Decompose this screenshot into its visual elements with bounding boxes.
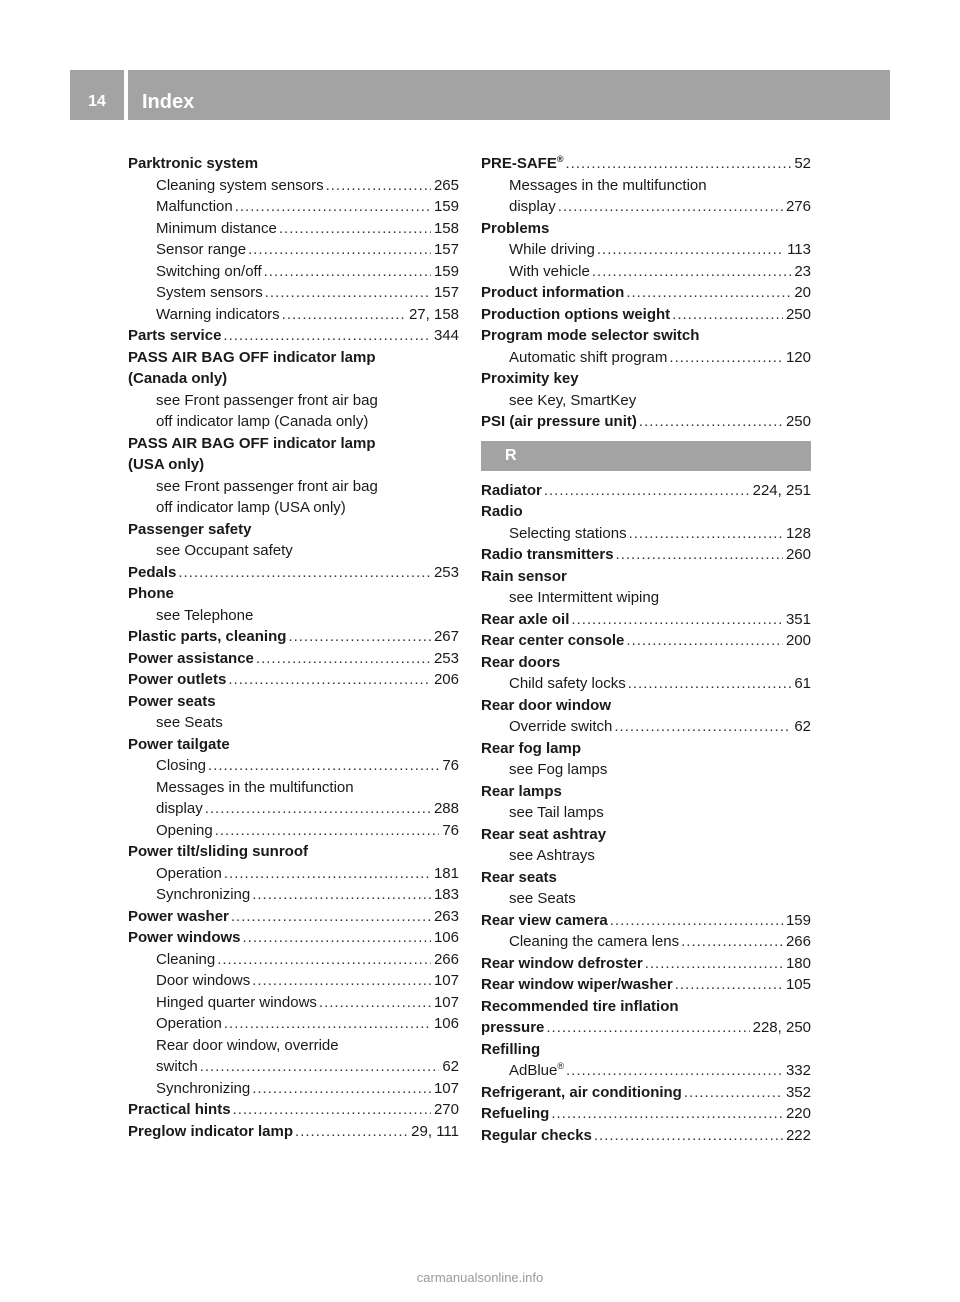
index-entry: PSI (air pressure unit) ..... 250 xyxy=(481,411,811,433)
index-subentry: Opening ..... 76 xyxy=(128,820,459,842)
index-entry: Radiator ..... 224, 251 xyxy=(481,480,811,502)
index-subentry: Minimum distance ..... 158 xyxy=(128,218,459,240)
index-entry: Rear fog lamp xyxy=(481,739,582,757)
registered-mark: ® xyxy=(556,154,564,164)
index-entry: Rear seat ashtray xyxy=(481,825,607,843)
index-subentry: display ..... 288 xyxy=(128,798,459,820)
index-entry: Refrigerant, air conditioning ..... 352 xyxy=(481,1082,811,1104)
index-subentry: see Tail lamps xyxy=(509,804,604,821)
index-subentry: see Seats xyxy=(156,714,223,731)
index-entry: Rear seats xyxy=(481,868,557,886)
index-entry: Rear window wiper/washer ..... 105 xyxy=(481,974,811,996)
index-entry: Rear door window xyxy=(481,696,612,714)
index-entry: Radio transmitters ..... 260 xyxy=(481,544,811,566)
page-number: 14 xyxy=(88,93,106,110)
index-entry: Regular checks ..... 222 xyxy=(481,1125,811,1147)
index-subentry: see Intermittent wiping xyxy=(509,589,660,606)
index-entry: Production options weight ..... 250 xyxy=(481,304,811,326)
index-entry: Rear doors xyxy=(481,653,561,671)
index-subentry: Warning indicators ..... 27, 158 xyxy=(128,304,459,326)
index-subentry: Operation ..... 106 xyxy=(128,1013,459,1035)
index-entry: Power outlets ..... 206 xyxy=(128,669,459,691)
index-subentry: Cleaning the camera lens ..... 266 xyxy=(481,931,811,953)
index-column-left xyxy=(128,153,459,1142)
index-subentry: off indicator lamp (Canada only) xyxy=(156,413,369,430)
index-subentry: see Telephone xyxy=(156,606,254,624)
index-subentry: Cleaning ..... 266 xyxy=(128,949,459,971)
header-divider xyxy=(124,70,128,120)
index-subentry: Door windows ..... 107 xyxy=(128,970,459,992)
page-title: Index xyxy=(142,91,195,113)
index-entry: Pedals ..... 253 xyxy=(128,562,459,584)
index-entry: Product information ..... 20 xyxy=(481,282,811,304)
index-entry: pressure ..... 228, 250 xyxy=(481,1017,811,1039)
index-subentry: Synchronizing ..... 107 xyxy=(128,1078,459,1100)
index-subentry: Messages in the multifunction xyxy=(509,176,707,194)
index-entry: Radio xyxy=(481,503,523,520)
index-subentry: see Key, SmartKey xyxy=(509,391,637,409)
index-column-right xyxy=(481,153,811,1146)
index-entry: Rear lamps xyxy=(481,782,562,800)
index-subentry: Sensor range ..... 157 xyxy=(128,239,459,261)
index-subentry: see Seats xyxy=(509,890,576,907)
index-subentry: System sensors ..... 157 xyxy=(128,282,459,304)
index-entry: Recommended tire inflation xyxy=(481,997,679,1015)
index-entry: (USA only) xyxy=(128,456,205,473)
index-entry: Power seats xyxy=(128,692,216,710)
index-entry: Passenger safety xyxy=(128,520,252,538)
index-entry: Rain sensor xyxy=(481,567,567,585)
index-subentry: display ..... 276 xyxy=(481,196,811,218)
index-entry: Phone xyxy=(128,585,174,602)
index-subentry: Cleaning system sensors ..... 265 xyxy=(128,175,459,197)
index-subentry: Messages in the multifunction xyxy=(156,778,354,796)
index-entry: Parktronic system xyxy=(128,155,259,172)
index-entry: PASS AIR BAG OFF indicator lamp xyxy=(128,348,376,366)
index-entry: PRE-SAFE® ..... 52 xyxy=(481,153,811,175)
index-subentry: Hinged quarter windows ..... 107 xyxy=(128,992,459,1014)
index-entry: Power tailgate xyxy=(128,735,230,753)
index-subentry: switch ..... 62 xyxy=(128,1056,459,1078)
index-entry: Power windows ..... 106 xyxy=(128,927,459,949)
index-entry: Power assistance ..... 253 xyxy=(128,648,459,670)
index-subentry: Automatic shift program ..... 120 xyxy=(481,347,811,369)
index-subentry: see Front passenger front air bag xyxy=(156,391,378,409)
index-entry: Parts service ..... 344 xyxy=(128,325,459,347)
index-entry: Refueling ..... 220 xyxy=(481,1103,811,1125)
index-subentry: see Occupant safety xyxy=(156,542,293,559)
index-subentry: Malfunction ..... 159 xyxy=(128,196,459,218)
index-entry: Refilling xyxy=(481,1040,541,1058)
watermark: carmanualsonline.info xyxy=(416,1270,544,1285)
index-entry: PASS AIR BAG OFF indicator lamp xyxy=(128,434,376,452)
index-subentry: AdBlue® ..... 332 xyxy=(481,1060,811,1082)
index-subentry: Child safety locks ..... 61 xyxy=(481,673,811,695)
index-subentry: see Front passenger front air bag xyxy=(156,477,378,495)
index-subentry: While driving ..... 113 xyxy=(481,239,811,261)
index-subentry: With vehicle ..... 23 xyxy=(481,261,811,283)
index-entry: (Canada only) xyxy=(128,370,228,387)
index-entry: Practical hints ..... 270 xyxy=(128,1099,459,1121)
index-subentry: Rear door window, override xyxy=(156,1036,339,1054)
index-subentry: Selecting stations ..... 128 xyxy=(481,523,811,545)
index-subentry: Override switch ..... 62 xyxy=(481,716,811,738)
index-entry: Rear view camera ..... 159 xyxy=(481,910,811,932)
index-entry: Program mode selector switch xyxy=(481,327,700,344)
index-entry: Problems xyxy=(481,219,550,237)
index-subentry: Synchronizing ..... 183 xyxy=(128,884,459,906)
index-entry: Power tilt/sliding sunroof xyxy=(128,843,308,860)
registered-mark: ® xyxy=(557,1061,565,1071)
index-entry: Rear center console ..... 200 xyxy=(481,630,811,652)
index-entry: Preglow indicator lamp ..... 29, 111 xyxy=(128,1121,459,1143)
index-entry: Proximity key xyxy=(481,370,579,387)
section-letter-header: R xyxy=(481,441,811,471)
index-entry: Rear axle oil ..... 351 xyxy=(481,609,811,631)
index-subentry: see Ashtrays xyxy=(509,847,595,864)
index-subentry: Operation ..... 181 xyxy=(128,863,459,885)
index-subentry: Switching on/off ..... 159 xyxy=(128,261,459,283)
index-entry: Plastic parts, cleaning ..... 267 xyxy=(128,626,459,648)
index-subentry: see Fog lamps xyxy=(509,761,608,778)
index-subentry: Closing ..... 76 xyxy=(128,755,459,777)
index-subentry: off indicator lamp (USA only) xyxy=(156,499,346,516)
index-entry: Power washer ..... 263 xyxy=(128,906,459,928)
index-entry: Rear window defroster ..... 180 xyxy=(481,953,811,975)
